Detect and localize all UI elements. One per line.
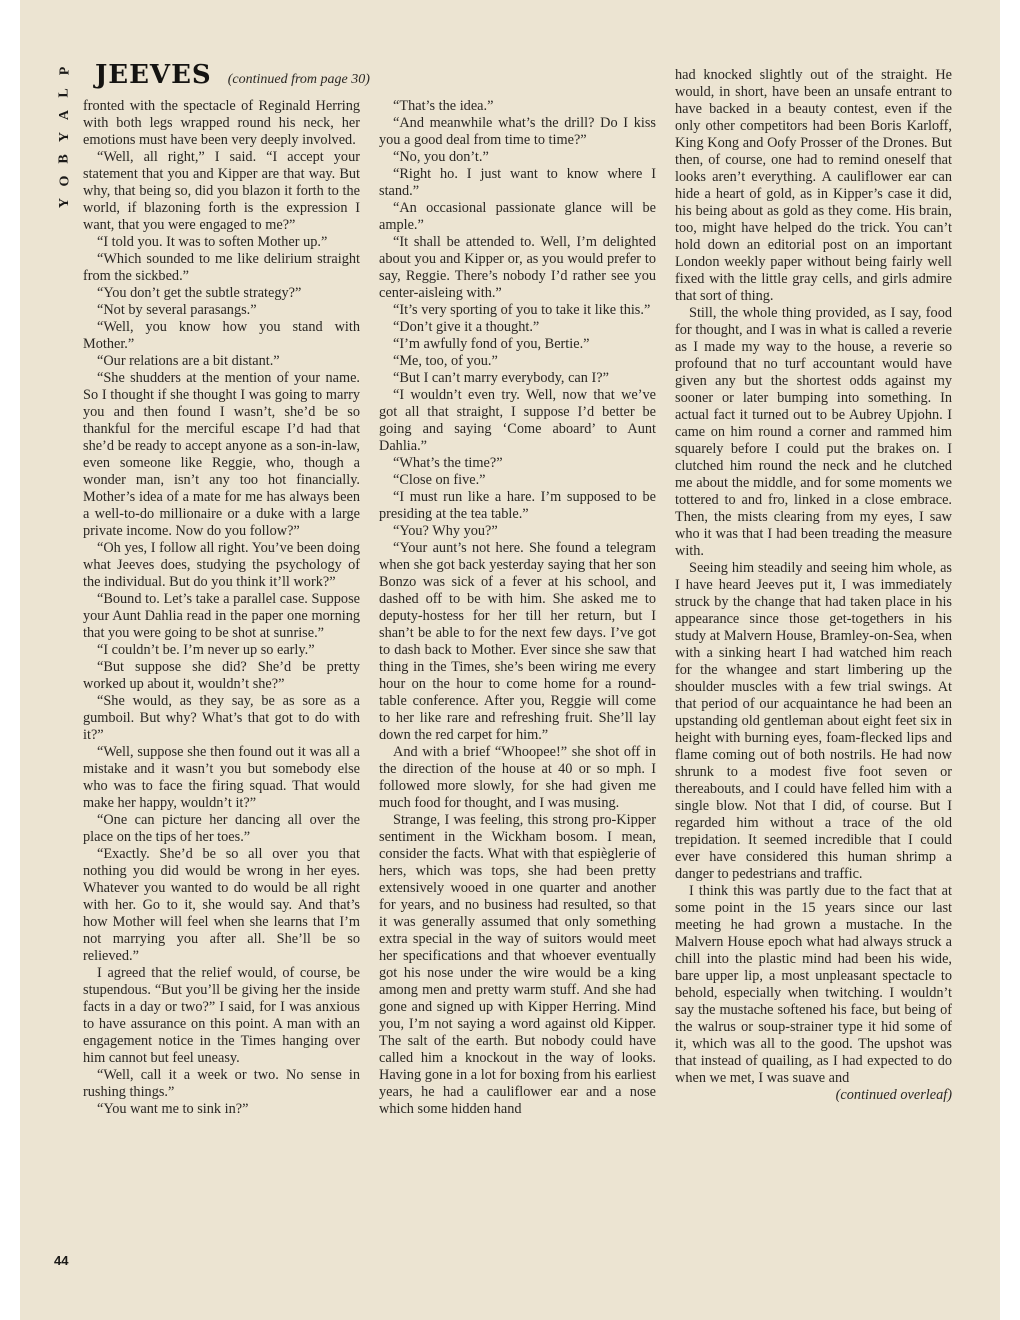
paragraph: And with a brief “Whoopee!” she shot off in the direction of the house at 40 or so mph. I followed more slowly, for she had given me much food for thought, and I was musing. (379, 744, 656, 811)
paragraph: “What’s the time?” (393, 455, 503, 471)
paragraph: “One can picture her dancing all over the place on the tips of her toes.” (83, 812, 360, 845)
paragraph: “Right ho. I just want to know where I stand.” (379, 166, 656, 199)
paragraph: Strange, I was feeling, this strong pro-Kipper sentiment in the Wickham bosom. I mean, consider the facts. What with that espièglerie of hers, which was tops, she had been pretty extensively wooed in one quarter and another for years, and no business had resulted, so that it was generally assumed that only something extra special in the way of suitors would meet her specifications and that whoever eventually got his nose under the wire would be a king among men and pretty warm stuff. And she had gone and signed up with Kipper Herring. Mind you, I’m not saying a word against old Kipper. The salt of the earth. But nobody could have called him a knockout in the way of looks. Having gone in a lot for boxing from his earliest years, he had a cauliflower ear and a nose which some hidden hand (379, 812, 656, 1117)
paragraph: “Well, suppose she then found out it was all a mistake and it wasn’t you but somebody else who was to face the firing squad. That would make her happy, wouldn’t it?” (83, 744, 360, 811)
paragraph: “She shudders at the mention of your name. So I thought if she thought I was going to marry you and then found I wasn’t, she’d be so thankful for the merciful escape I’d had that she’d be ready to accept anyone as a son-in-law, even someone like Reggie, who, though a wonder man, isn’t any too hot financially. Mother’s idea of a mate for me has always been a well-to-do millionaire or a duke with a large private income. Now do you follow?” (83, 370, 360, 539)
paragraph: “I must run like a hare. I’m supposed to be presiding at the tea table.” (379, 489, 656, 522)
magazine-name-letter: Y (57, 197, 72, 209)
magazine-name-letter: A (57, 109, 72, 121)
paragraph: “And meanwhile what’s the drill? Do I kiss you a good deal from time to time?” (379, 115, 656, 148)
paragraph: “Oh yes, I follow all right. You’ve been doing what Jeeves does, studying the psychology of the individual. But do you think it’ll work?” (83, 540, 360, 590)
text-column-1 (83, 98, 360, 1118)
paragraph: “Don’t give it a thought.” (393, 319, 540, 335)
paragraph: “Which sounded to me like delirium straight from the sickbed.” (83, 251, 360, 284)
text-column-2 (379, 98, 656, 1118)
magazine-name (50, 60, 80, 220)
paragraph: “It shall be attended to. Well, I’m delighted about you and Kipper or, as you would prefer to say, Reggie. There’s nobody I’d rather see you center-aisleing with.” (379, 234, 656, 301)
paragraph: “I told you. It was to soften Mother up.” (97, 234, 328, 250)
paragraph: had knocked slightly out of the straight. He would, in short, have been an unsafe entrant to have backed in a beauty contest, even if the only other competitors had been Boris Karloff, King Kong and Oofy Prosser of the Drones. But then, of course, one had to remind oneself that looks aren’t everything. A cauliflower ear can hide a heart of gold, as in Kipper’s case it did, his being about as gold as they come. His brain, too, might have helped do the trick. You can’t hold down an editorial post on an important London weekly paper without being fairly well fixed with the little gray cells, and girls admire that sort of thing. (675, 67, 952, 304)
magazine-name-letter: L (57, 88, 72, 98)
paragraph: I think this was partly due to the fact that at some point in the 15 years since our last meeting he had grown a mustache. In the Malvern House epoch what had always struck a chill into the plastic mind had been his wide, bare upper lip, a most unpleasant spectacle to behold, especially when twitching. I wouldn’t say the mustache softened his face, but being of the walrus or soup-strainer type it hid some of it, which was all to the good. The upshot was that instead of quailing, as I had expected to do when we met, I was suave and (675, 883, 952, 1086)
paragraph: I agreed that the relief would, of course, be stupendous. “But you’ll be giving her the inside facts in a day or two?” I said, for I was anxious to have assurance on this point. A man with an engagement notice in the Times hanging over him cannot but feel uneasy. (83, 965, 360, 1066)
page-number: 44 (54, 1253, 69, 1268)
paragraph: Still, the whole thing provided, as I say, food for thought, and I was in what is called a reverie as I made my way to the house, a reverie so profound that no turf accountant would have given any but the shortest odds against my sooner or later bumping into something. In actual fact it turned out to be Aubrey Upjohn. I came on him round a corner and rammed him squarely before I could put the brakes on. I clutched him round the neck and he clutched me about the middle, and for some moments we tottered to and fro, linked in a close embrace. Then, the mists clearing from my eyes, I saw who it was that I had been treading the measure with. (675, 305, 952, 559)
paragraph: “I couldn’t be. I’m never up so early.” (97, 642, 315, 658)
paragraph: “Bound to. Let’s take a parallel case. Suppose your Aunt Dahlia read in the paper one morning that you were going to be shot at sunrise.” (83, 591, 360, 641)
paragraph: “No, you don’t.” (393, 149, 489, 165)
paragraph: “Your aunt’s not here. She found a telegram when she got back yesterday saying that her son Bonzo was sick of a fever at his school, and dashed off to be with him. She asked me to deputy-hostess for her till her return, but I shan’t be able to for the next few days. I’ve got to dash back to Mother. Ever since she saw that thing in the Times, she’s been wiring me every hour on the hour to come home for a round-table conference. After you, Reggie will come to her like rare and refreshing fruit. She’ll lay down the red carpet for him.” (379, 540, 656, 743)
paragraph: “But I can’t marry everybody, can I?” (393, 370, 609, 386)
paragraph: “Well, call it a week or two. No sense in rushing things.” (83, 1067, 360, 1100)
article-header (95, 60, 655, 90)
paragraph: Seeing him steadily and seeing him whole, as I have heard Jeeves put it, I was immediately struck by the change that had taken place in his appearance since those get-togethers in his study at Malvern House, Bramley-on-Sea, when with a sinking heart I had watched him reach for the whangee and start limbering up the shoulder muscles with a few trial swings. At that period of our acquaintance he had been an upstanding old gentleman about eight feet six in height with burning eyes, foam-flecked lips and flame coming out of both nostrils. He had now shrunk to a modest five foot seven or thereabouts, and I could have felled him with a single blow. Not that I did, of course. But I regarded him without a trace of the old trepidation. It seemed incredible that I could ever have considered this human shrimp a danger to pedestrians and traffic. (675, 560, 952, 882)
paragraph: “Our relations are a bit distant.” (97, 353, 280, 369)
paragraph: “But suppose she did? She’d be pretty worked up about it, wouldn’t she?” (83, 659, 360, 692)
magazine-name-letter: P (57, 66, 72, 76)
continued-overleaf-note: (continued overleaf) (835, 1087, 952, 1103)
paragraph: “I wouldn’t even try. Well, now that we’ve got all that straight, I suppose I’d better be going and saying ‘Come aboard’ to Aunt Dahlia.” (379, 387, 656, 454)
article-title: JEEVES (95, 60, 212, 90)
paragraph: “That’s the idea.” (393, 98, 494, 114)
paragraph: “It’s very sporting of you to take it like this.” (393, 302, 651, 318)
paragraph: “Me, too, of you.” (393, 353, 498, 369)
paragraph: “She would, as they say, be as sore as a gumboil. But why? What’s that got to do with it?” (83, 693, 360, 743)
paragraph: fronted with the spectacle of Reginald Herring with both legs wrapped round his neck, her emotions must have been very deeply involved. (83, 98, 360, 148)
paragraph: “You want me to sink in?” (97, 1101, 249, 1117)
paragraph: “I’m awfully fond of you, Bertie.” (393, 336, 590, 352)
text-column-3 (675, 67, 952, 1104)
paragraph: “Not by several parasangs.” (97, 302, 257, 318)
article-continuation-note: (continued from page 30) (227, 72, 370, 87)
magazine-name-letter: Y (57, 131, 72, 143)
paragraph: “An occasional passionate glance will be ample.” (379, 200, 656, 233)
paragraph: “You? Why you?” (393, 523, 498, 539)
paragraph: “Exactly. She’d be so all over you that nothing you did would be wrong in her eyes. Whatever you wanted to do would be all right with her. Go to it, she would say. And that’s how Mother will feel when she learns that I’m not marrying you after all. She’ll be so relieved.” (83, 846, 360, 964)
paragraph: “Well, all right,” I said. “I accept your statement that you and Kipper are that way. But why, that being so, did you blazon it forth to the world, if blazoning forth is the expression I want, that you were engaged to me?” (83, 149, 360, 233)
paragraph: “Close on five.” (393, 472, 486, 488)
paragraph: “Well, you know how you stand with Mother.” (83, 319, 360, 352)
magazine-name-letter: O (56, 175, 72, 187)
paragraph: “You don’t get the subtle strategy?” (97, 285, 302, 301)
magazine-name-letter: B (57, 154, 72, 164)
